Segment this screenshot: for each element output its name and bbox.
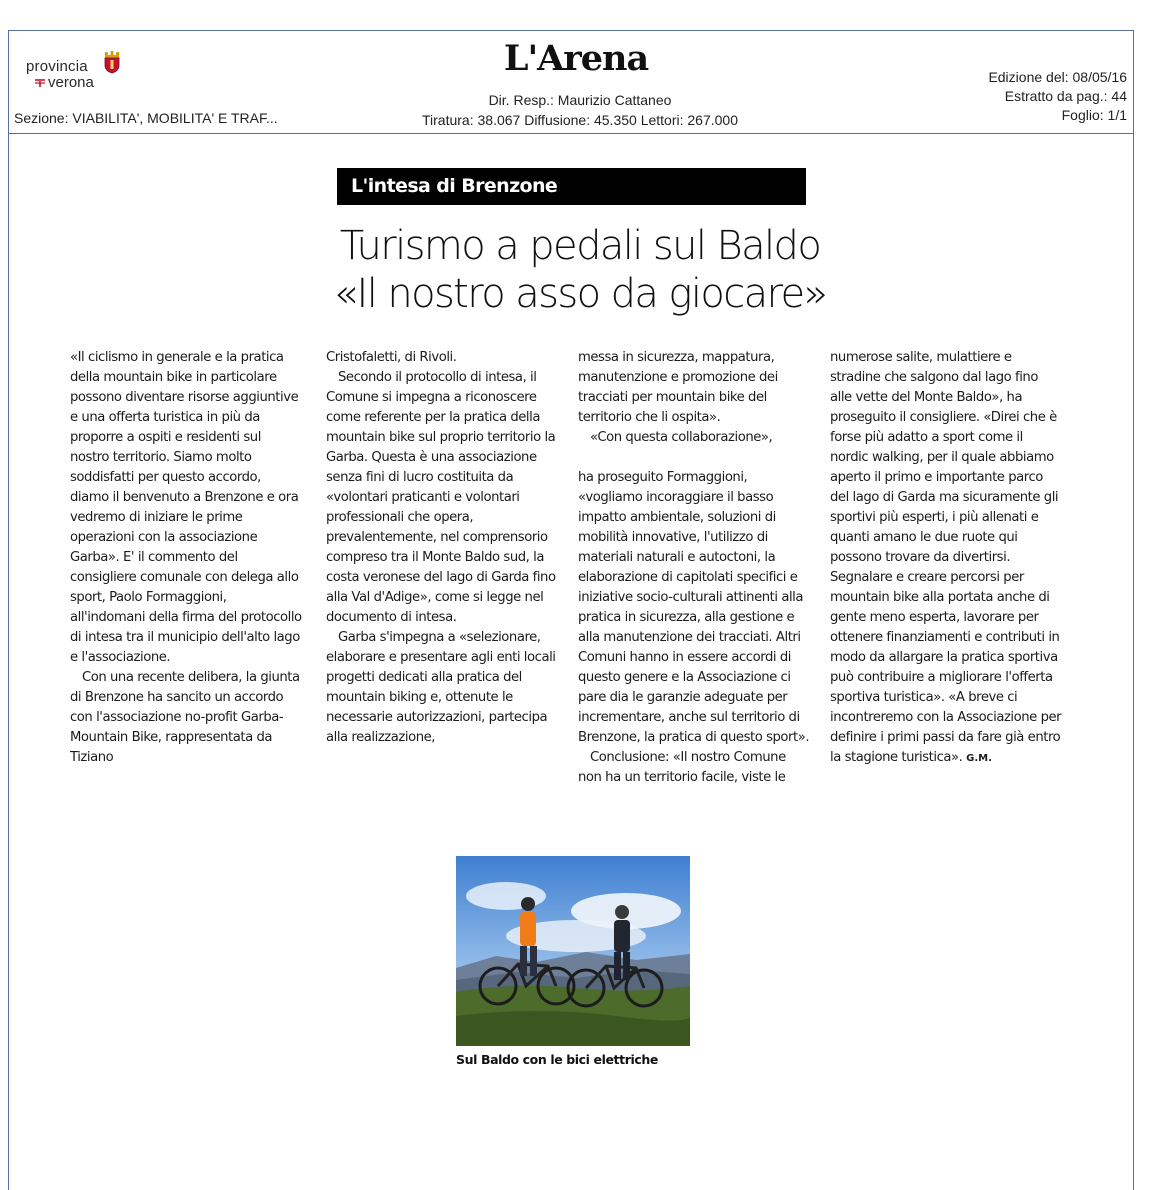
logo-mark-icon [34,78,46,88]
director-line: Dir. Resp.: Maurizio Cattaneo [488,92,672,108]
newspaper-masthead: L'Arena [503,38,649,79]
sheet-number: Foglio: 1/1 [1061,107,1127,123]
crest-icon [102,50,122,74]
paragraph: «Il ciclismo in generale e la pratica della mountain bike in particolare possono diventare risorse aggiuntive e una offerta turistica in più da proporre a ospiti e residenti sul nostro territorio. Siamo molto soddisfatti per questo accordo, diamo il benvenuto a Brenzone e ora vedremo di iniziare le prime operazioni con la associazione Garba». E' il commento del consigliere comunale con delega allo sport, Paolo Formaggioni, all'indomani della firma del protocollo di intesa tra il municipio dell'alto lago e l'associazione. [70,350,302,665]
article-column-3 [578,348,810,788]
article-column-2 [326,348,558,748]
paragraph: Cristofaletti, di Rivoli. [326,350,457,365]
article-photo [456,856,690,1046]
logo-text-provincia: provincia [26,58,88,75]
article-column-4 [830,348,1062,769]
author-signature: G.M. [966,753,992,764]
header-divider [8,133,1134,134]
circulation-line: Tiratura: 38.067 Diffusione: 45.350 Lettori: 267.000 [422,112,738,128]
photo-caption: Sul Baldo con le bici elettriche [456,1052,658,1067]
headline-line-1: Turismo a pedali sul Baldo [339,223,821,269]
edition-info [867,68,1127,125]
logo-text-verona: verona [48,74,94,91]
publication-info [380,90,780,130]
paragraph: «Con questa collaborazione», [590,430,773,445]
article-kicker: L'intesa di Brenzone [337,168,806,205]
paragraph: messa in sicurezza, mappatura, manutenzione e promozione dei tracciati per mountain bike del territorio che li ospita». [578,350,778,425]
paragraph: Garba s'impegna a «selezionare, elaborare e presentare agli enti locali progetti dedicati alla pratica del mountain biking e, ottenute le necessarie autorizzazioni, partecipa alla realizzazione, [326,630,556,745]
paragraph: Secondo il protocollo di intesa, il Comune si impegna a riconoscere come referente per la pratica della mountain bike sul proprio territorio la Garba. Questa è una associazione senza fini di lucro costituita da «volontari praticanti e volontari professionali che opera, prevalentemente, nel comprensorio compreso tra il Monte Baldo sud, la costa veronese del lago di Garda fino alla Val d'Adige», come si legge nel documento di intesa. [326,370,556,625]
extract-page: Estratto da pag.: 44 [1004,88,1127,104]
headline-line-2: «Il nostro asso da giocare» [333,271,827,317]
paragraph: Conclusione: «Il nostro Comune non ha un territorio facile, viste le [578,750,786,785]
paragraph-text: numerose salite, mulattiere e stradine che salgono dal lago fino alle vette del Monte Baldo», ha proseguito il consigliere. «Direi che è forse più adatto a sport come il nordic walking, per il quale abbiamo aperto il primo e importante parco del lago di Garda ma sicuramente gli sportivi più esperti, i più allenati e quanti amano le due ruote qui possono trovare da divertirsi. Segnalare e creare percorsi per mountain bike alla portata anche di gente meno esperta, lavorare per ottenere finanziamenti e contributi in modo da allargare la pratica sportiva può contribuire a migliorare l'offerta sportiva turistica». «A breve ci incontreremo con la Associazione per definire i primi passi da fare già entro la stagione turistica». [830,350,1062,765]
provincia-verona-logo [26,54,146,100]
paragraph [830,348,1062,769]
paragraph: ha proseguito Formaggioni, «vogliamo incoraggiare il basso impatto ambientale, soluzioni di mobilità innovative, l'utilizzo di materiali naturali e autoctoni, la elaborazione di capitolati specifici e iniziative socio-culturali attinenti alla pratica in sicurezza, alla gestione e alla manutenzione dei tracciati. Altri Comuni hanno in essere accordi di questo genere e la Associazione ci pare dia le garanzie adeguate per incrementare, anche sul territorio di Brenzone, la pratica di questo sport». [578,470,810,745]
edition-date: Edizione del: 08/05/16 [988,69,1127,85]
section-label: Sezione: VIABILITA', MOBILITA' E TRAF... [14,110,278,126]
article-column-1 [70,348,302,768]
article-headline [300,222,860,318]
paragraph: Con una recente delibera, la giunta di Brenzone ha sancito un accordo con l'associazione no-profit Garba-Mountain Bike, rappresentata da Tiziano [70,670,300,765]
cyclists-photo-illustration [456,856,690,1046]
